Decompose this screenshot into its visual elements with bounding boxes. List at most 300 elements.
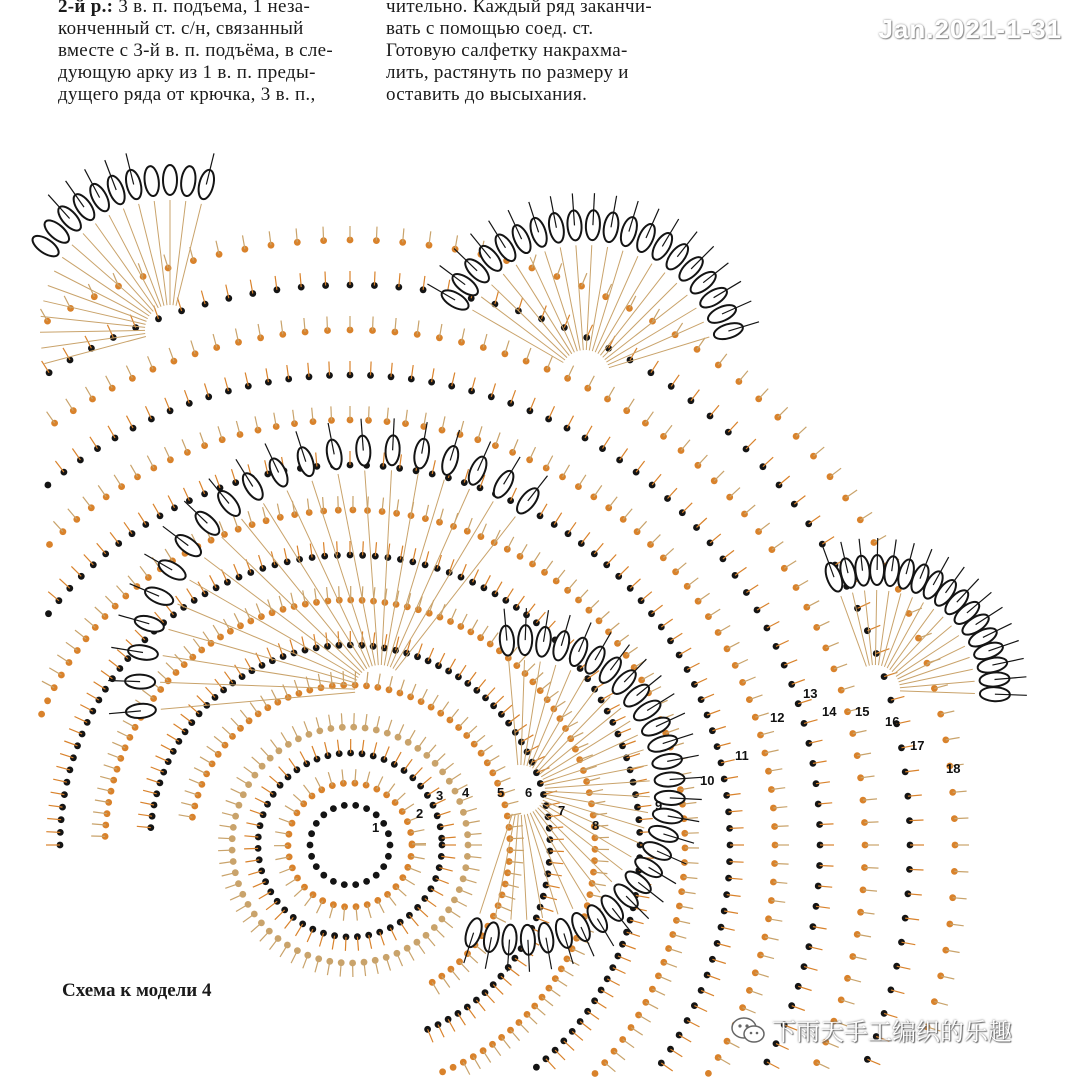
fan-stitch [900, 691, 975, 694]
stitch-mark [317, 901, 323, 914]
instruction-line: 3 в. п. подъема, 1 неза- [113, 0, 311, 17]
stitch-mark [345, 937, 346, 951]
chain-stitch-dot [813, 1059, 820, 1066]
chain-stitch-dot [533, 915, 540, 922]
stitch-mark [533, 552, 541, 564]
row-number-label: 5 [497, 785, 505, 800]
stitch-mark [443, 763, 454, 772]
stitch-mark [214, 736, 225, 745]
stitch-mark [545, 561, 553, 572]
stitch-mark [506, 589, 514, 601]
chain-stitch-dot [150, 465, 157, 472]
stitch-mark [109, 660, 120, 669]
chain-stitch-dot [385, 853, 392, 860]
stitch-mark [207, 746, 219, 754]
stitch-mark [578, 475, 586, 487]
stitch-mark [708, 609, 720, 617]
stitch-mark [679, 1035, 691, 1042]
stitch-mark [42, 681, 54, 688]
chain-stitch-dot [320, 811, 327, 818]
stitch-mark [117, 650, 128, 659]
chain-stitch-dot [537, 780, 544, 787]
stitch-mark [66, 642, 77, 650]
stitch-mark [631, 1028, 643, 1036]
chain-stitch-dot [186, 400, 193, 407]
stitch-mark [710, 534, 721, 543]
stitch-mark [244, 767, 255, 775]
stitch-mark [691, 390, 700, 401]
stitch-mark [794, 496, 805, 505]
chain-stitch-dot [591, 997, 598, 1004]
stitch-mark [601, 693, 613, 700]
stitch-mark [398, 724, 404, 737]
stitch-mark [663, 548, 673, 558]
stitch-mark [581, 532, 590, 543]
chain-stitch-dot [170, 748, 177, 755]
stitch-mark [820, 824, 834, 825]
stitch-mark [549, 406, 555, 419]
stitch-mark [439, 653, 445, 666]
stitch-mark [206, 687, 216, 697]
stitch-mark [166, 663, 176, 673]
stitch-mark [261, 696, 268, 708]
chain-stitch-dot [165, 758, 172, 765]
stitch-mark [772, 542, 783, 550]
stitch-mark [210, 575, 217, 588]
stitch-mark [331, 406, 332, 420]
stitch-mark [527, 1014, 537, 1024]
stitch-mark [435, 754, 445, 764]
stitch-mark [588, 376, 595, 388]
stitch-mark [502, 1037, 511, 1048]
fan-stitch [173, 201, 186, 305]
stitch-mark [279, 767, 288, 777]
stitch-mark [910, 820, 924, 821]
stitch-mark [394, 752, 401, 764]
fan-stitch [123, 209, 161, 307]
row-number-label: 18 [946, 761, 961, 776]
chain-stitch-dot [341, 802, 348, 809]
chain-stitch-dot [609, 719, 616, 726]
stitch-mark [343, 671, 344, 685]
stitch-mark [594, 485, 602, 497]
stitch-mark [167, 734, 179, 741]
fan-stitch [882, 593, 901, 666]
row-number-label: 14 [822, 704, 837, 719]
stitch-mark [90, 437, 98, 449]
stitch-mark [759, 523, 770, 532]
stitch-mark [235, 665, 243, 677]
stitch-mark [339, 586, 340, 600]
stitch-mark [629, 296, 635, 309]
stitch-mark [53, 521, 63, 531]
chain-stitch-dot [803, 604, 810, 611]
row-number-label: 6 [525, 785, 533, 800]
fan-stitch [390, 489, 469, 667]
chain-stitch-dot [838, 997, 845, 1004]
stitch-mark [735, 660, 748, 666]
stitch-mark [714, 471, 724, 481]
puff-stitch-shell [143, 165, 161, 196]
instruction-line: оставить до высыхания. [386, 84, 588, 105]
row-number-label: 3 [436, 788, 444, 803]
stitch-mark [486, 688, 496, 698]
stitch-mark [451, 969, 460, 980]
stitch-mark [485, 993, 495, 1003]
stitch-mark [230, 894, 243, 900]
stitch-mark [425, 899, 436, 907]
stitch-mark [75, 630, 86, 639]
stitch-mark [252, 757, 262, 766]
stitch-mark [671, 633, 683, 641]
stitch-mark [396, 887, 406, 896]
stitch-mark [354, 713, 355, 727]
stitch-mark [147, 456, 154, 468]
chain-stitch-dot [795, 700, 802, 707]
stitch-mark [757, 603, 769, 610]
stitch-mark [627, 399, 635, 411]
stitch-mark [300, 752, 307, 764]
stitch-mark [388, 894, 397, 905]
stitch-mark [694, 1006, 707, 1012]
stitch-mark [874, 536, 886, 543]
stitch-mark [156, 756, 169, 762]
instruction-text-column-1 [58, 0, 363, 106]
fan-stitch [503, 274, 569, 356]
chain-stitch-dot [239, 891, 246, 898]
stitch-mark [746, 439, 756, 449]
instruction-line: вать с помощью соед. ст. [386, 18, 594, 39]
stitch-mark [184, 488, 190, 501]
stitch-mark [613, 968, 626, 974]
chain-stitch-dot [387, 842, 394, 849]
chain-stitch-dot [205, 393, 212, 400]
stitch-mark [568, 366, 574, 379]
stitch-mark [954, 818, 968, 819]
stitch-mark [243, 914, 254, 922]
chain-stitch-dot [247, 569, 254, 576]
stitch-mark [594, 543, 603, 554]
stitch-mark [454, 900, 466, 907]
stitch-mark [449, 659, 456, 671]
stitch-mark [620, 449, 628, 461]
row-number-label: 11 [735, 748, 749, 763]
stitch-mark [623, 509, 632, 520]
stitch-mark [101, 671, 112, 679]
puff-stitch-shell [163, 165, 177, 195]
stitch-mark [261, 748, 271, 758]
stitch-mark [487, 756, 499, 763]
chain-stitch-dot [373, 872, 380, 879]
stitch-mark [535, 1006, 546, 1015]
fan-stitch [48, 286, 147, 322]
stitch-mark [601, 990, 613, 997]
stitch-mark [431, 695, 438, 707]
stitch-mark [775, 826, 789, 827]
fan-stitch [40, 330, 145, 332]
stitch-mark [175, 654, 185, 664]
fan-stitch [161, 692, 355, 709]
stitch-mark [614, 1051, 625, 1060]
stitch-mark [184, 646, 193, 657]
stitch-mark [609, 497, 618, 508]
chain-stitch-dot [219, 436, 226, 443]
chain-stitch-dot [552, 975, 559, 982]
chain-stitch-dot [235, 880, 242, 887]
chain-stitch-dot [604, 708, 611, 715]
row-number-label: 17 [910, 738, 925, 753]
row-number-label: 8 [592, 818, 600, 833]
chain-stitch-dot [512, 955, 519, 962]
instruction-line: дущего ряда от крючка, 3 в. п., [58, 84, 316, 105]
chain-stitch-dot [781, 565, 788, 572]
stitch-mark [291, 951, 297, 964]
chain-stitch-dot [709, 956, 716, 963]
stitch-mark [218, 850, 232, 851]
stitch-mark [483, 1051, 491, 1063]
stitch-mark [72, 449, 80, 461]
stitch-mark [676, 563, 687, 572]
chain-stitch-dot [428, 885, 435, 892]
chain-stitch-dot [262, 878, 269, 885]
stitch-mark [536, 612, 545, 623]
stitch-mark [547, 691, 558, 699]
stitch-mark [585, 426, 592, 438]
stitch-mark [779, 476, 790, 485]
fan-stitch [154, 201, 167, 305]
stitch-mark [910, 869, 924, 870]
stitch-mark [225, 672, 233, 683]
chain-stitch-dot [373, 811, 380, 818]
stitch-mark [123, 721, 135, 728]
stitch-mark [858, 602, 871, 608]
stitch-mark [323, 227, 324, 241]
stitch-mark [820, 866, 834, 867]
fan-stitch [43, 301, 145, 325]
stitch-mark [679, 648, 691, 655]
stitch-mark [168, 496, 174, 508]
stitch-mark [222, 727, 232, 737]
chain-stitch-dot [213, 344, 220, 351]
chain-stitch-dot [387, 924, 394, 931]
instruction-line: чительно. Каждый ряд заканчи- [386, 0, 652, 17]
stitch-mark [395, 793, 405, 803]
stitch-mark [131, 465, 138, 477]
stitch-mark [442, 976, 450, 987]
stitch-mark [97, 543, 106, 554]
stitch-mark [471, 620, 478, 632]
stitch-mark [369, 406, 370, 420]
chain-stitch-dot [330, 878, 337, 885]
stitch-mark [427, 745, 436, 756]
stitch-mark [508, 967, 519, 976]
stitch-mark [776, 641, 789, 647]
stitch-mark [266, 901, 277, 910]
stitch-mark [417, 942, 425, 954]
stitch-mark [371, 362, 372, 376]
stitch-mark [293, 794, 303, 803]
stitch-mark [694, 679, 707, 685]
stitch-mark [280, 945, 287, 957]
stitch-mark [468, 954, 478, 964]
stitch-mark [568, 580, 577, 591]
stitch-mark [126, 366, 132, 379]
stitch-mark [520, 544, 527, 556]
stitch-mark [619, 566, 629, 576]
stitch-mark [511, 488, 517, 501]
chain-stitch-dot [857, 517, 864, 524]
stitch-mark [645, 412, 653, 423]
chain-stitch-dot [445, 1016, 452, 1023]
stitch-mark [244, 848, 258, 849]
stitch-mark [459, 717, 469, 727]
stitch-mark [599, 612, 609, 621]
stitch-mark [315, 777, 321, 789]
stitch-mark [608, 387, 615, 399]
stitch-mark [275, 910, 285, 920]
stitch-mark [117, 586, 126, 596]
chain-stitch-dot [160, 769, 167, 776]
diagram-caption: Схема к модели 4 [62, 980, 212, 1001]
stitch-mark [409, 915, 418, 926]
stitch-mark [642, 673, 654, 680]
stitch-mark [687, 663, 699, 669]
stitch-mark [697, 518, 707, 528]
stitch-mark [687, 578, 698, 587]
stitch-mark [338, 496, 339, 510]
chain-stitch-dot [439, 1068, 446, 1075]
stitch-mark [47, 412, 55, 423]
stitch-mark [759, 389, 769, 399]
chain-stitch-dot [308, 853, 315, 860]
stitch-mark [296, 924, 303, 936]
stitch-mark [286, 878, 298, 886]
stitch-mark [165, 549, 172, 561]
stitch-mark [607, 705, 620, 712]
stitch-mark [830, 468, 841, 477]
stitch-mark [407, 948, 414, 960]
stitch-mark [630, 579, 640, 589]
fan-stitch [312, 481, 372, 666]
stitch-mark [746, 585, 758, 593]
row-number-label: 10 [700, 773, 715, 788]
stitch-mark [197, 696, 207, 706]
stitch-mark [730, 862, 744, 863]
stitch-mark [778, 407, 788, 417]
stitch-mark [730, 828, 744, 829]
stitch-mark [651, 361, 659, 373]
stitch-mark [390, 928, 396, 941]
stitch-mark [767, 622, 779, 629]
chain-stitch-dot [619, 941, 626, 948]
stitch-mark [682, 503, 692, 513]
chain-stitch-dot [584, 385, 591, 392]
chain-stitch-dot [191, 597, 198, 604]
stitch-mark [281, 732, 288, 744]
stitch-mark [174, 724, 186, 732]
chain-stitch-dot [132, 324, 139, 331]
stitch-mark [187, 589, 195, 601]
chain-stitch-dot [404, 945, 411, 952]
chain-stitch-dot [813, 624, 820, 631]
stitch-mark [262, 787, 274, 795]
stitch-mark [259, 892, 271, 899]
chain-stitch-dot [543, 465, 550, 472]
chain-stitch-dot [533, 1064, 540, 1071]
chain-stitch-dot [450, 1064, 457, 1071]
stitch-mark [563, 465, 570, 477]
chain-stitch-dot [363, 805, 370, 812]
stitch-mark [474, 735, 485, 744]
chain-stitch-dot [142, 521, 149, 528]
stitch-mark [403, 878, 415, 885]
fan-stitch [539, 708, 621, 774]
chain-stitch-dot [313, 863, 320, 870]
stitch-mark [664, 425, 673, 436]
stitch-mark [652, 605, 663, 614]
stitch-mark [954, 871, 968, 872]
chain-stitch-dot [609, 964, 616, 971]
stitch-mark [451, 609, 457, 622]
stitch-mark [418, 907, 428, 917]
chain-stitch-dot [315, 955, 322, 962]
fan-stitch [530, 257, 574, 352]
stitch-mark [467, 1007, 475, 1018]
chain-stitch-dot [429, 979, 436, 986]
chain-stitch-dot [352, 802, 359, 809]
stitch-mark [431, 889, 443, 896]
stitch-mark [613, 717, 626, 723]
stitch-mark [285, 806, 297, 813]
chain-stitch-dot [822, 645, 829, 652]
stitch-mark [809, 516, 821, 524]
stitch-mark [671, 1049, 683, 1057]
stitch-mark [607, 979, 620, 986]
stitch-mark [477, 680, 486, 691]
chain-stitch-dot [330, 901, 337, 908]
chain-stitch-dot [788, 681, 795, 688]
stitch-mark [495, 582, 502, 594]
stitch-mark [135, 630, 145, 640]
stitch-mark [796, 427, 806, 437]
fan-stitch [586, 245, 592, 350]
stitch-mark [84, 555, 94, 565]
chain-stitch-dot [669, 931, 676, 938]
chain-stitch-dot [44, 697, 51, 704]
stitch-mark [413, 768, 423, 778]
stitch-mark [546, 1059, 556, 1069]
stitch-mark [515, 725, 527, 733]
stitch-mark [735, 567, 747, 575]
chain-stitch-dot [788, 1002, 795, 1009]
stitch-mark [55, 461, 64, 472]
stitch-mark [57, 655, 69, 663]
stitch-mark [468, 672, 476, 683]
stitch-mark [402, 804, 414, 812]
chain-stitch-dot [46, 541, 53, 548]
stitch-mark [117, 731, 130, 737]
stitch-mark [250, 703, 258, 714]
stitch-mark [467, 726, 477, 736]
chain-stitch-dot [383, 954, 390, 961]
stitch-mark [434, 928, 444, 938]
chain-stitch-dot [352, 881, 359, 888]
fan-stitch [492, 285, 568, 358]
stitch-mark [270, 939, 279, 950]
chain-stitch-dot [705, 1070, 712, 1077]
chain-stitch-dot [604, 976, 611, 983]
stitch-mark [165, 447, 171, 460]
